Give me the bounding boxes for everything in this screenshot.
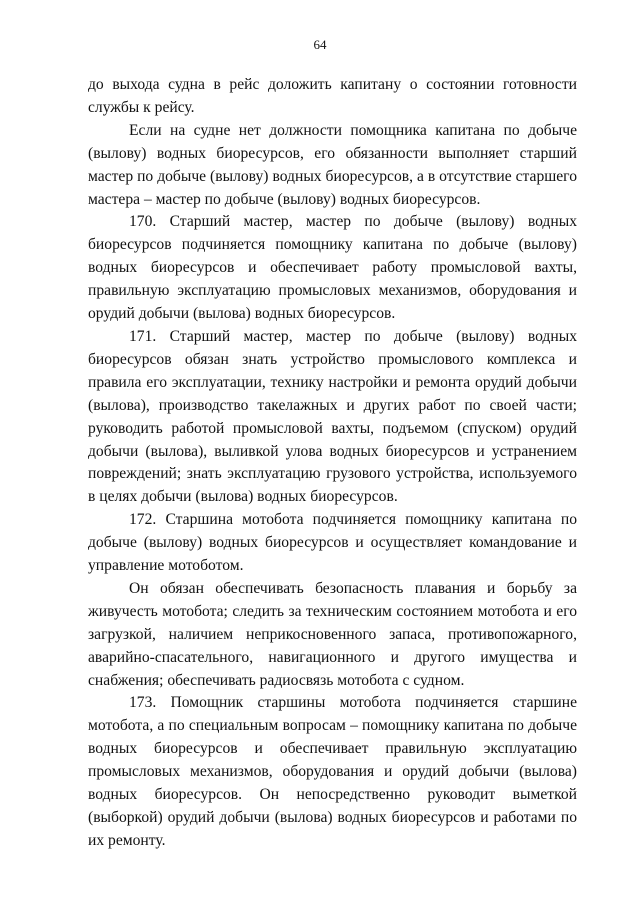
paragraph-172-duties: Он обязан обеспечивать безопасность плавания и борьбу за живучесть мотобота; следить за техническим состоянием мотобота и его загрузкой, наличием неприкосновенного запаса, противопожарного, аварийно-спасательного, навигационного и другого имущества и снабжения; обеспечивать радиосвязь мотобота с судном. <box>88 579 577 689</box>
paragraph-172: 172. Старшина мотобота подчиняется помощнику капитана по добыче (вылову) водных биоресурсов и осуществляет командование и управление мотоботом. <box>88 511 577 575</box>
paragraph-171: 171. Старший мастер, мастер по добыче (вылову) водных биоресурсов обязан знать устройство промыслового комплекса и правила его эксплуатации, технику настройки и ремонта орудий добычи (вылова), производство такелажных и других работ по своей части; руководить работой промысловой вахты, подъемом (спуском) орудий добычи (вылова), выливкой улова водных биоресурсов и устранением повреждений; знать эксплуатацию грузового устройства, используемого в целях добычи (вылова) водных биоресурсов. <box>88 327 577 506</box>
paragraph-173: 173. Помощник старшины мотобота подчиняется старшине мотобота, а по специальным вопросам – помощнику капитана по добыче водных биоресурсов и обеспечивает правильную эксплуатацию промысловых механизмов, оборудования и орудий добычи (вылова) водных биоресурсов. Он непосредственно руководит выметкой (выборкой) орудий добычи (вылова) водных биоресурсов и работами по их ремонту. <box>88 694 577 849</box>
page-number: 64 <box>313 37 327 52</box>
paragraph-no-assistant-captain: Если на судне нет должности помощника капитана по добыче (вылову) водных биоресурсов, его обязанности выполняет старший мастер по добыче (вылову) водных биоресурсов, а в отсутствие старшего мастера – мастер по добыче (вылову) водных биоресурсов. <box>88 121 577 208</box>
paragraph-continuation: до выхода судна в рейс доложить капитану о состоянии готовности службы к рейсу. <box>88 76 577 116</box>
document-body <box>88 74 577 853</box>
paragraph-170: 170. Старший мастер, мастер по добыче (вылову) водных биоресурсов подчиняется помощнику капитана по добыче (вылову) водных биоресурсов и обеспечивает работу промысловой вахты, правильную эксплуатацию промысловых механизмов, оборудования и орудий добычи (вылова) водных биоресурсов. <box>88 213 577 323</box>
